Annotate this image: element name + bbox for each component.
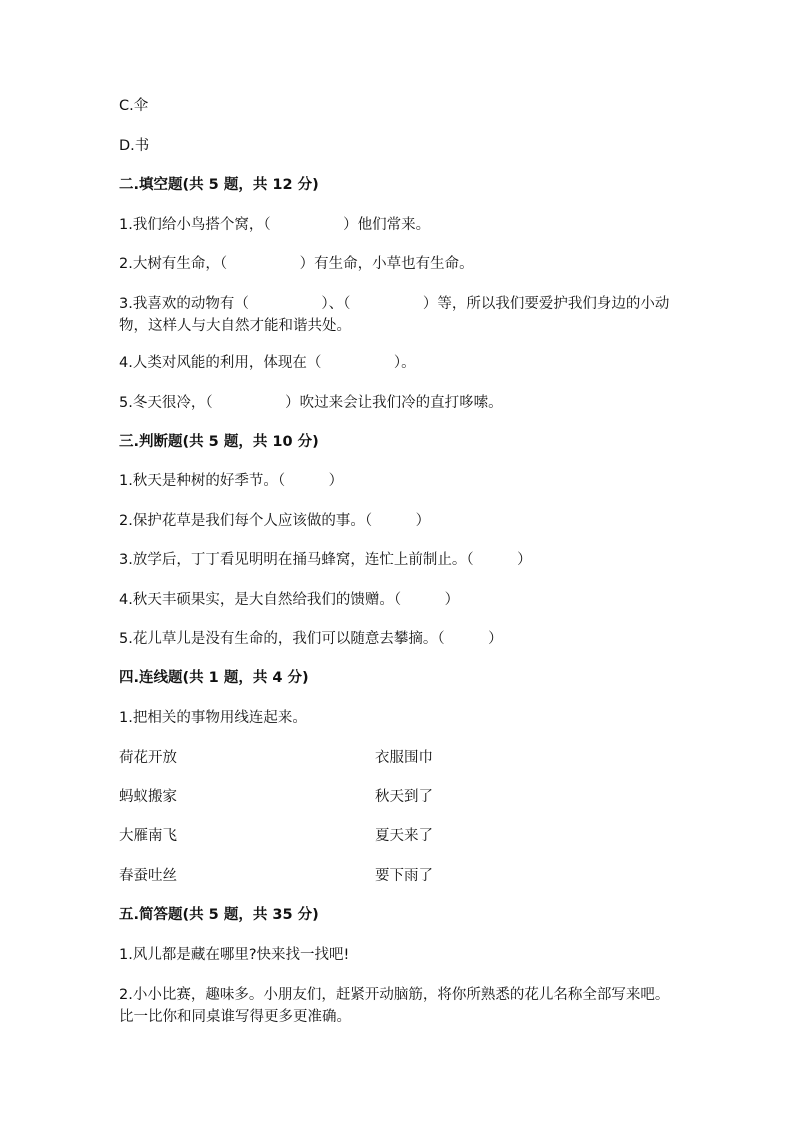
fill-blank-item-5: 5.冬天很冷，（ ）吹过来会让我们冷的直打哆嗦。 bbox=[119, 395, 503, 411]
fill-blank-item-1: 1.我们给小鸟搭个窝，（ ）他们常来。 bbox=[119, 217, 431, 233]
section-true-false-heading: 三.判断题(共 5 题，共 10 分) bbox=[119, 434, 319, 450]
matching-question: 1.把相关的事物用线连起来。 bbox=[119, 710, 307, 726]
fill-blank-item-4: 4.人类对风能的利用，体现在（ ）。 bbox=[119, 355, 416, 371]
matching-right-item: 衣服围巾 bbox=[375, 750, 433, 766]
matching-left-item: 蚂蚁搬家 bbox=[119, 789, 177, 805]
fill-blank-item-2: 2.大树有生命，（ ）有生命，小草也有生命。 bbox=[119, 256, 474, 272]
short-answer-item-1: 1.风儿都是藏在哪里?快来找一找吧! bbox=[119, 947, 350, 963]
matching-right-item: 秋天到了 bbox=[375, 789, 433, 805]
true-false-item-1: 1.秋天是种树的好季节。（ ） bbox=[119, 473, 344, 489]
option-c: C.伞 bbox=[119, 98, 149, 114]
true-false-item-2: 2.保护花草是我们每个人应该做的事。（ ） bbox=[119, 513, 431, 529]
matching-left-item: 荷花开放 bbox=[119, 750, 177, 766]
true-false-item-5: 5.花儿草儿是没有生命的，我们可以随意去攀摘。（ ） bbox=[119, 631, 503, 647]
section-short-answer-heading: 五.简答题(共 5 题，共 35 分) bbox=[119, 907, 319, 923]
true-false-item-4: 4.秋天丰硕果实，是大自然给我们的馈赠。（ ） bbox=[119, 592, 460, 608]
true-false-item-3: 3.放学后，丁丁看见明明在捅马蜂窝，连忙上前制止。（ ） bbox=[119, 552, 532, 568]
option-d: D.书 bbox=[119, 138, 150, 154]
matching-left-item: 大雁南飞 bbox=[119, 828, 177, 844]
matching-right-item: 要下雨了 bbox=[375, 868, 433, 884]
matching-right-item: 夏天来了 bbox=[375, 828, 433, 844]
short-answer-item-2: 2.小小比赛，趣味多。小朋友们，赶紧开动脑筋，将你所熟悉的花儿名称全部写来吧。比一比你和同桌谁写得更多更准确。 bbox=[119, 987, 670, 1025]
matching-left-item: 春蚕吐丝 bbox=[119, 868, 177, 884]
section-fill-blank-heading: 二.填空题(共 5 题，共 12 分) bbox=[119, 177, 319, 193]
fill-blank-item-3: 3.我喜欢的动物有（ ）、（ ）等，所以我们要爱护我们身边的小动物，这样人与大自然才能和谐共处。 bbox=[119, 296, 670, 334]
section-matching-heading: 四.连线题(共 1 题，共 4 分) bbox=[119, 670, 309, 686]
